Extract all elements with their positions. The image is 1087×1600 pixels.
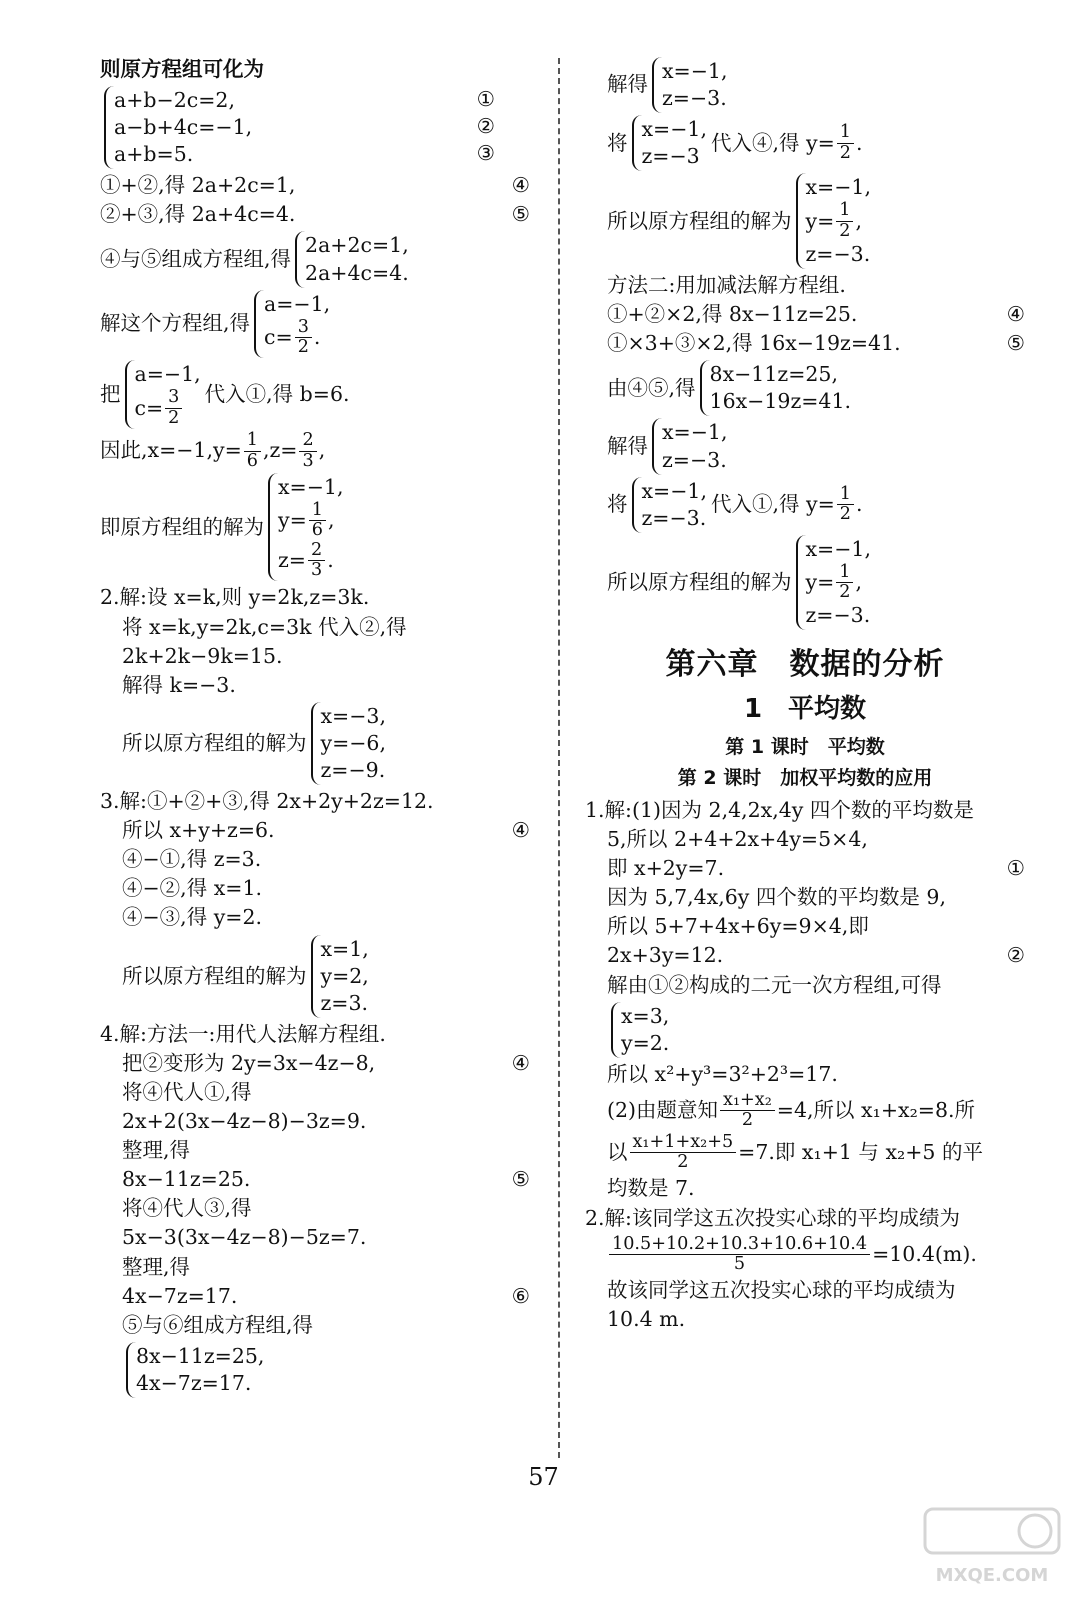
text-line: 把②变形为 2y=3x−4z−8, ④: [100, 1049, 530, 1078]
text-line: 故该同学这五次投实心球的平均成绩为: [607, 1278, 956, 1303]
text-line: 2.解:该同学这五次投实心球的平均成绩为: [585, 1205, 960, 1230]
text-line: (2)由题意知 $\frac{\text{x₁+x₂}}{2}$ =4,所以 x₁+x₂=8.所: [607, 1089, 976, 1131]
brace-system: x=−3, y=−6, z=−9.: [311, 702, 387, 785]
brace-system: a=−1, c= $\frac{3}{2}$: [125, 360, 201, 429]
text-line: 3.解:①+②+③,得 2x+2y+2z=12.: [100, 789, 434, 814]
lesson-title: 第 2 课时 加权平均数的应用: [677, 766, 933, 789]
equation-system: [100, 86, 530, 169]
equation-tag: ③: [476, 141, 495, 166]
text-line: 5x−3(3x−4z−8)−5z=7.: [122, 1225, 367, 1250]
system-line: 所以原方程组的解为 x=1, y=2, z=3.: [100, 935, 530, 1018]
brace-system: x=−1, y= $\frac{1}{2}$ , z=−3.: [796, 173, 871, 269]
system-line: 由④⑤,得 8x−11z=25, 16x−19z=41.: [585, 360, 1025, 416]
text-line: 均数是 7.: [607, 1176, 695, 1201]
text-line: 10.4 m.: [607, 1307, 686, 1332]
brace-system: 8x−11z=25, 4x−7z=17.: [126, 1342, 264, 1398]
section-title: 1 平均数: [743, 694, 867, 725]
equation-tag: ⑤: [1006, 331, 1025, 356]
text-line: 将④代人①,得: [122, 1079, 252, 1104]
equation-tag: ⑤: [511, 1167, 530, 1192]
equation: a+b=5.: [114, 142, 194, 167]
fraction: $\frac{3}{2}$: [295, 318, 312, 358]
text-line: ②+③,得 2a+4c=4. ⑤: [100, 200, 530, 229]
lesson-title: 第 1 课时 平均数: [725, 735, 885, 758]
brace-system: [104, 86, 252, 169]
text-line: ①×3+③×2,得 16x−19z=41. ⑤: [585, 329, 1025, 358]
brace-system: x=1, y=2, z=3.: [311, 935, 369, 1018]
watermark-text: MXQE.COM: [935, 1565, 1049, 1586]
page-number: 57: [528, 1463, 559, 1491]
text-line: ④−②,得 x=1.: [122, 876, 263, 901]
equation-tag: ②: [1006, 943, 1025, 968]
text-line: 以 $\frac{\text{x₁+1+x₂+5}}{2}$ =7.即 x₁+1 与 x₂+5 的平: [607, 1131, 983, 1173]
text-line: 将④代人③,得: [122, 1196, 252, 1221]
fraction: $\frac{10.5+10.2+10.3+10.6+10.4}{5}$: [609, 1235, 870, 1275]
text-line: 所以 x+y+z=6. ④: [100, 816, 530, 845]
equation: a−b+4c=−1,: [114, 115, 253, 140]
fraction: $\frac{\text{x₁+x₂}}{2}$: [720, 1091, 775, 1131]
text-line: 将 x=k,y=2k,c=3k 代入②,得: [122, 614, 407, 639]
brace-system: x=3, y=2.: [611, 1002, 669, 1058]
column-divider: [558, 58, 560, 1458]
text-line: 整理,得: [122, 1138, 191, 1163]
brace-system: x=−1, y= $\frac{1}{6}$ , z= $\frac{2}{3}$ .: [268, 473, 343, 582]
text-line: 4.解:方法一:用代人法解方程组.: [100, 1021, 386, 1046]
text-line: 所以 5+7+4x+6y=9×4,即: [607, 914, 869, 939]
right-column: [585, 55, 1025, 1335]
brace-system: a=−1, c= $\frac{3}{2}$ .: [254, 290, 330, 359]
system-line: 解得 x=−1, z=−3.: [585, 418, 1025, 474]
brace-system: x=−1, z=−3.: [652, 57, 727, 113]
text-line: 2x+3y=12. ②: [585, 941, 1025, 970]
text-line: ①+②×2,得 8x−11z=25. ④: [585, 300, 1025, 329]
text-line: 5,所以 2+4+2x+4y=5×4,: [607, 827, 868, 852]
text-line: 整理,得: [122, 1254, 191, 1279]
brace-system: 2a+2c=1, 2a+4c=4.: [295, 231, 409, 287]
text-line: 2x+2(3x−4z−8)−3z=9.: [122, 1109, 367, 1134]
system-line: 所以原方程组的解为 x=−1, y= $\frac{1}{2}$ , z=−3.: [585, 173, 1025, 269]
text-line: 1.解:(1)因为 2,4,2x,4y 四个数的平均数是: [585, 797, 974, 822]
equation-tag: ①: [476, 87, 495, 112]
brace-system: 8x−11z=25, 16x−19z=41.: [700, 360, 852, 416]
text-line: 2k+2k−9k=15.: [122, 643, 283, 668]
system-line: 将 x=−1, z=−3 代入④,得 y= $\frac{1}{2}$ .: [585, 115, 1025, 171]
chapter-title: 第六章 数据的分析: [665, 647, 945, 683]
fraction: $\frac{3}{2}$: [165, 388, 182, 428]
system-line: 所以原方程组的解为 x=−1, y= $\frac{1}{2}$ , z=−3.: [585, 535, 1025, 631]
system-line: [100, 1342, 530, 1398]
equation-tag: ④: [511, 818, 530, 843]
system-line: [585, 1002, 1025, 1058]
fraction: $\frac{1}{6}$: [244, 431, 261, 471]
equation-tag: ④: [1006, 302, 1025, 327]
system-line: 即原方程组的解为 x=−1, y= $\frac{1}{6}$ , z= $\frac{2}{3}$ .: [100, 474, 344, 581]
text-line: 8x−11z=25. ⑤: [100, 1165, 530, 1194]
fraction: $\frac{1}{2}$: [837, 485, 854, 525]
brace-system: x=−1, y= $\frac{1}{2}$ , z=−3.: [796, 535, 871, 631]
system-line: 所以原方程组的解为 x=−3, y=−6, z=−9.: [100, 702, 530, 785]
watermark-logo: [917, 1505, 1067, 1590]
text-line: 解由①②构成的二元一次方程组,可得: [607, 972, 942, 997]
text-line: ④−①,得 z=3.: [122, 847, 262, 872]
system-line: ④与⑤组成方程组,得 2a+2c=1, 2a+4c=4.: [100, 231, 530, 287]
text-line: ①+②,得 2a+2c=1, ④: [100, 171, 530, 200]
brace-system: x=−1, z=−3: [632, 115, 707, 171]
text-line: 因此,x=−1,y= $\frac{1}{6}$ ,z= $\frac{2}{3}$ ,: [100, 430, 326, 471]
text-line: 因为 5,7,4x,6y 四个数的平均数是 9,: [607, 885, 946, 910]
text-line: ⑤与⑥组成方程组,得: [122, 1312, 314, 1337]
text-line: 则原方程组可化为: [100, 57, 264, 81]
brace-system: x=−1, z=−3.: [652, 418, 727, 474]
equation: a+b−2c=2,: [114, 88, 235, 113]
equation-tag: ⑤: [511, 202, 530, 227]
text-line: $\frac{10.5+10.2+10.3+10.6+10.4}{5}$ =10.4(m).: [585, 1235, 1025, 1275]
fraction: $\frac{2}{3}$: [299, 431, 316, 471]
system-line: 解得 x=−1, z=−3.: [585, 57, 1025, 113]
equation-tag: ⑥: [511, 1283, 530, 1308]
text-line: 所以 x²+y³=3²+2³=17.: [607, 1061, 838, 1086]
equation-tag: ④: [511, 1050, 530, 1075]
text-line: 方法二:用加减法解方程组.: [607, 273, 846, 298]
text-line: 4x−7z=17. ⑥: [100, 1282, 530, 1311]
text-line: 解得 k=−3.: [122, 672, 236, 697]
fraction: $\frac{1}{2}$: [837, 123, 854, 163]
system-line: 将 x=−1, z=−3. 代入①,得 y= $\frac{1}{2}$ .: [585, 477, 1025, 533]
system-line: 解这个方程组,得 a=−1, c= $\frac{3}{2}$ .: [100, 291, 331, 357]
text-line: ④−③,得 y=2.: [122, 905, 263, 930]
equation-tag: ④: [511, 173, 530, 198]
equation-tag: ②: [476, 114, 495, 139]
brace-system: x=−1, z=−3.: [632, 477, 707, 533]
left-column: [100, 55, 530, 1400]
text-line: 即 x+2y=7. ①: [585, 854, 1025, 883]
text-line: 2.解:设 x=k,则 y=2k,z=3k.: [100, 585, 370, 610]
fraction: $\frac{\text{x₁+1+x₂+5}}{2}$: [630, 1133, 737, 1173]
system-line: 把 a=−1, c= $\frac{3}{2}$ 代入①,得 b=6.: [100, 362, 350, 428]
equation-tag: ①: [1006, 856, 1025, 881]
